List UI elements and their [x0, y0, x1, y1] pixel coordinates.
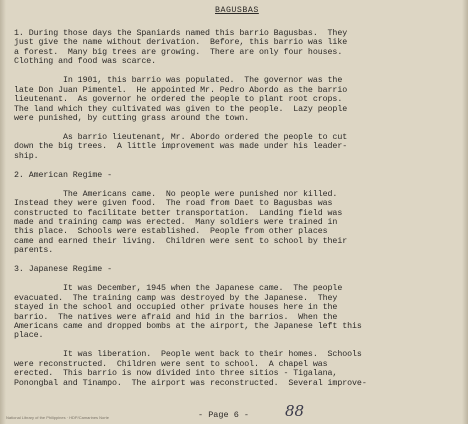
text-line: constructed to facilitate better transportation. Landing field was [14, 208, 343, 218]
text-line: 2. American Regime - [14, 170, 112, 180]
text-line: The land which they cultivated was given to the people. Lazy people [14, 104, 348, 114]
text-line: 3. Japanese Regime - [14, 265, 112, 275]
text-line: just give the name without derivation. Before, this barrio was like [14, 38, 348, 48]
text-line: It was December, 1945 when the Japanese came. The people [14, 284, 343, 294]
text-line: a forest. Many big trees are growing. There are only four houses. [14, 47, 343, 57]
text-line: place. [14, 331, 44, 341]
page-number-footer: - Page 6 - [198, 410, 250, 420]
text-line: barrio. The natives were afraid and hid in the barrios. When the [14, 312, 338, 322]
text-line: made and training camp was erected. Many soldiers were trained in [14, 218, 338, 227]
text-line: late Don Juan Pimentel. He appointed Mr. Pedro Abordo as the barrio [14, 85, 348, 95]
text-line: came and earned their living. Children were sent to school by their [14, 236, 348, 246]
text-line: lieutenant. As governor he ordered the people to plant root crops. [14, 95, 343, 105]
text-line: stayed in the school and occupied other private houses here in the [14, 303, 338, 313]
text-line: were reconstructed. Children were sent to school. A chapel was [14, 359, 328, 369]
page-title: BAGUSBAS [215, 6, 259, 15]
archive-margin-note: National Library of the Philippines · HDP/Camarines Norte [6, 415, 109, 420]
text-line: As barrio lieutenant, Mr. Abordo ordered the people to cut [14, 132, 348, 142]
text-line: evacuated. The training camp was destroyed by the Japanese. They [14, 293, 338, 303]
left-edge-shadow [0, 0, 6, 424]
text-line: In 1901, this barrio was populated. The governor was the [14, 76, 343, 86]
text-line: parents. [14, 246, 54, 256]
text-line: Clothing and food was scarce. [14, 57, 157, 67]
text-line: were punished, by cutting grass around the town. [14, 114, 250, 124]
text-line: The Americans came. No people were punished nor killed. [14, 189, 338, 199]
text-line: down the big trees. A little improvement was made under his leader- [14, 142, 348, 152]
text-line: this place. Schools were established. People from other places [14, 227, 328, 237]
text-line: 1. During those days the Spaniards named this barrio Bagusbas. They [14, 29, 348, 38]
handwritten-page-number: 88 [285, 402, 305, 420]
text-line: ship. [14, 151, 39, 161]
text-line: erected. This barrio is now divided into three sitios - Tigalana, [14, 369, 338, 379]
text-line: It was liberation. People went back to their homes. Schools [14, 350, 362, 360]
text-line: Instead they were given food. The road from Daet to Bagusbas was [14, 199, 333, 209]
text-line: Ponongbal and Tinampo. The airport was reconstructed. Several improve- [14, 378, 367, 388]
right-edge-shadow [462, 0, 468, 424]
text-line: Americans came and dropped bombs at the airport, the Japanese left this [14, 321, 362, 331]
